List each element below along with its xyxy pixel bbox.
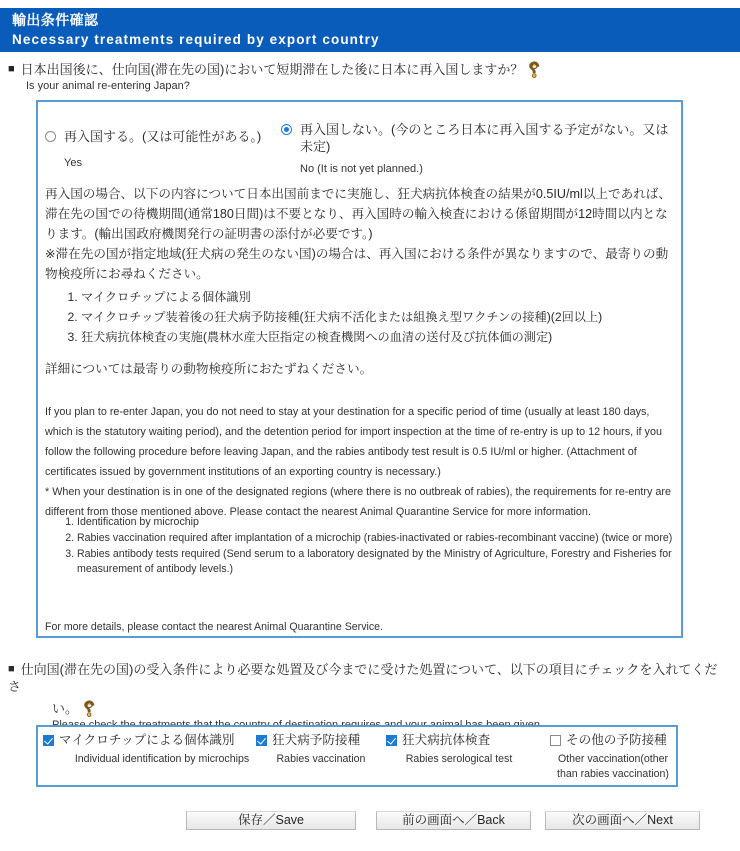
question-1-heading <box>8 60 740 93</box>
checkbox-label-en: Other vaccination(other than rabies vaccination) <box>557 753 669 780</box>
checkbox-label-jp: 狂犬病予防接種 <box>272 733 361 747</box>
square-bullet-icon: ■ <box>8 63 15 75</box>
radio-mark-yes[interactable] <box>45 131 56 142</box>
question-2-heading <box>8 660 740 732</box>
question-2-label-jp-wrap: さ <box>8 679 22 694</box>
question-1-label-en: Is your animal re-entering Japan? <box>26 80 190 92</box>
question-2-text-jp: 仕向国(滞在先の国)の受入条件により必要な処置及び今までに受けた処置について、以下の項目にチェックを入れてくだ <box>20 662 718 677</box>
reentry-radio-group <box>38 114 681 176</box>
radio-mark-no[interactable] <box>281 124 292 135</box>
radio-option-yes-label-jp: 再入国する。(又は可能性がある。) <box>64 129 262 144</box>
next-button[interactable]: 次の画面へ／Next <box>545 811 700 830</box>
list-item: 2. Rabies vaccination required after implantation of a microchip (rabies-inactivated or rabies-recombinant vaccine) (twice or more) <box>77 531 697 546</box>
help-question-icon[interactable] <box>83 700 96 717</box>
reentry-info-panel <box>36 100 683 638</box>
reentry-tail-jp: 詳細については最寄りの動物検疫所におたずねください。 <box>45 362 373 376</box>
square-bullet-icon: ■ <box>8 663 15 675</box>
list-item: 2. マイクロチップ装着後の狂犬病予防接種(狂犬病不活化または組換え型ワクチンの接種)(2回以上) <box>81 307 711 327</box>
radio-option-no[interactable] <box>281 121 671 176</box>
checkbox-item-other-vaccination[interactable] <box>550 732 676 782</box>
checkbox-label-en: Individual identification by microchips <box>74 753 250 765</box>
checkbox-mark-other-vaccination[interactable] <box>550 735 561 746</box>
list-item: 1. マイクロチップによる個体識別 <box>81 287 711 307</box>
checkbox-item-microchip[interactable] <box>43 732 265 767</box>
question-1-label-jp <box>8 60 740 79</box>
reentry-tail-en: For more details, please contact the nearest Animal Quarantine Service. <box>45 621 383 633</box>
checkbox-mark-rabies-vaccination[interactable] <box>256 735 267 746</box>
treatments-checkbox-panel <box>36 725 678 787</box>
reentry-requirements-list-jp <box>45 287 711 347</box>
form-action-buttons <box>186 811 711 830</box>
help-question-icon[interactable] <box>528 61 541 78</box>
radio-option-no-label-en: No (It is not yet planned.) <box>300 163 423 175</box>
radio-option-yes-label-en: Yes <box>64 157 82 169</box>
page-title-en: Necessary treatments required by export country <box>12 32 380 47</box>
radio-option-yes[interactable] <box>45 128 280 170</box>
checkbox-label-jp: マイクロチップによる個体識別 <box>59 733 235 747</box>
question-1-text-jp: 日本出国後に、仕向国(滞在先の国)において短期滞在した後に日本に再入国しますか？ <box>20 62 524 77</box>
list-item: 3. Rabies antibody tests required (Send serum to a laboratory designated by the Ministry of Agriculture, Forestry and Fisheries for measurement of antibody levels.) <box>77 547 697 577</box>
reentry-body-jp: 再入国の場合、以下の内容について日本出国前までに実施し、狂犬病抗体検査の結果が0.5IU/ml以上であれば、滞在先の国での待機期間(通常180日間)は不要となり、再入国時の輸入検査における係留期間が12時間以内となります。(輸出国政府機関発行の証明書の添付が必要です。) ※滞在先の国が指定地域(狂犬病の発生のない国)の場合は、再入国における条件が異なりますので、最寄りの動物検疫所にお尋ねください。 <box>45 187 671 281</box>
checkbox-label-en: Rabies vaccination <box>276 753 366 765</box>
checkbox-label-jp: 狂犬病抗体検査 <box>402 733 491 747</box>
back-button[interactable]: 前の画面へ／Back <box>376 811 531 830</box>
question-2-text-jp-cont: い。 <box>52 701 79 716</box>
question-2-label-jp-line2 <box>52 699 740 718</box>
list-item: 1. Identification by microchip <box>77 515 697 530</box>
checkbox-item-rabies-vaccination[interactable] <box>256 732 386 767</box>
reentry-body-en: If you plan to re-enter Japan, you do not need to stay at your destination for a specific period of time (usually at least 180 days, which is the statutory waiting period), and the detention period for import inspection at the time of re-entry is up to 12 hours, if you follow the following procedure before leaving Japan, and the rabies antibody test result is 0.5 IU/ml or higher. (Attachment of certificates issued by government institutions of an exporting country is necessary.) * When your destination is in one of the designated regions (where there is no outbreak of rabies), the requirements for re-entry are different from those mentioned above. Please contact the nearest Animal Quarantine Service for more information. <box>45 406 671 518</box>
page-title-jp: 輸出条件確認 <box>12 12 99 28</box>
checkbox-label-jp: その他の予防接種 <box>566 733 667 747</box>
save-button[interactable]: 保存／Save <box>186 811 356 830</box>
checkbox-mark-microchip[interactable] <box>43 735 54 746</box>
checkbox-item-serological-test[interactable] <box>386 732 532 767</box>
page-header-banner <box>0 8 740 52</box>
reentry-requirements-list-en <box>45 515 697 578</box>
checkbox-label-en: Rabies serological test <box>405 753 513 765</box>
checkbox-mark-serological-test[interactable] <box>386 735 397 746</box>
question-2-label-jp-line1 <box>8 660 740 679</box>
list-item: 3. 狂犬病抗体検査の実施(農林水産大臣指定の検査機関への血清の送付及び抗体価の測定) <box>81 327 711 347</box>
radio-option-no-label-jp: 再入国しない。(今のところ日本に再入国する予定がない。又は未定) <box>300 122 669 154</box>
